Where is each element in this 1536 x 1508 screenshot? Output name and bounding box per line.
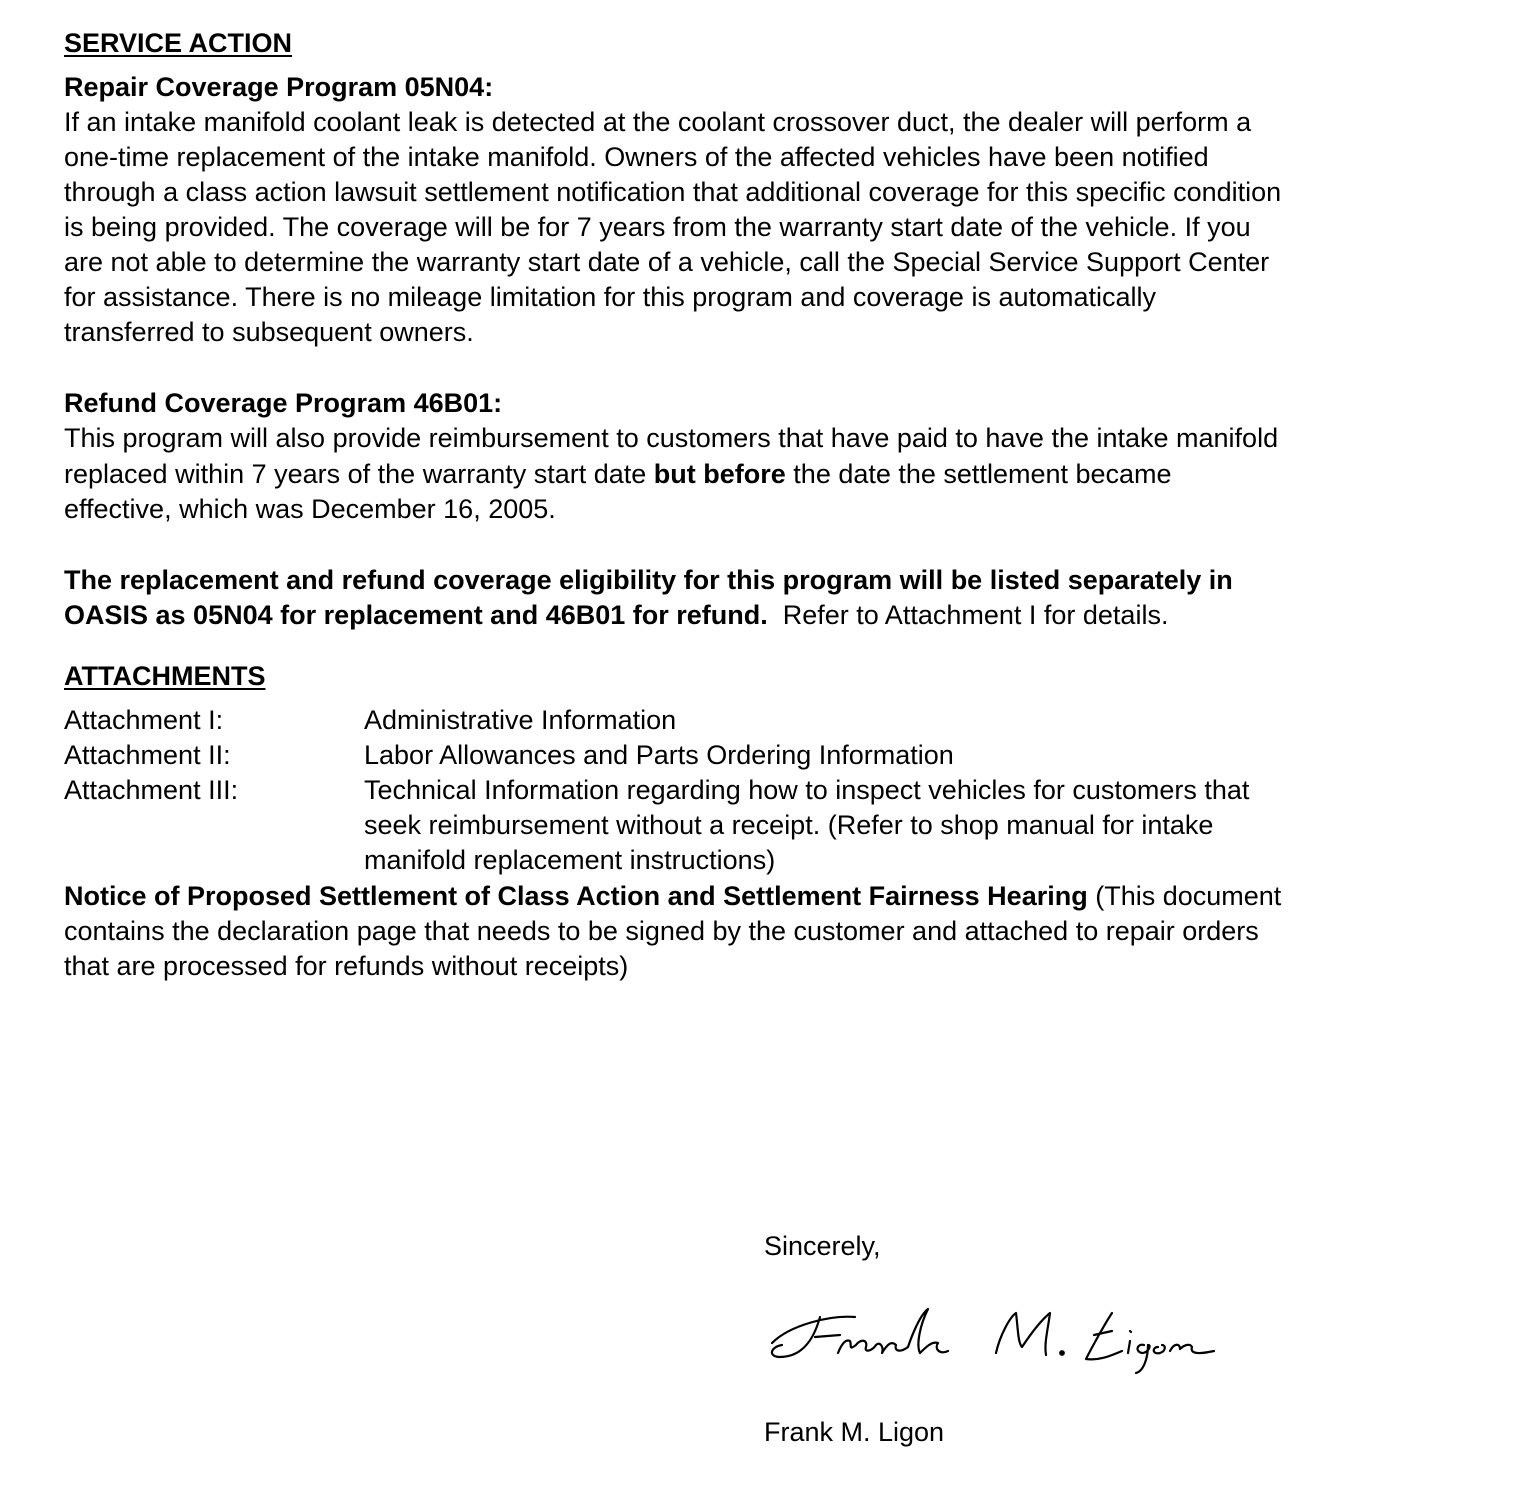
signature-image — [760, 1295, 1240, 1385]
paragraph-line: are not able to determine the warranty start date of a vehicle, call the Special Service Support Center — [64, 247, 1270, 277]
notice-title: Notice of Proposed Settlement of Class Action and Settlement Fairness Hearing — [64, 881, 1088, 911]
text: Refer to Attachment I for details. — [767, 600, 1169, 630]
paragraph-line: effective, which was December 16, 2005. — [64, 494, 556, 524]
attachment-description: manifold replacement instructions) — [364, 845, 776, 875]
paragraph-line — [64, 879, 1281, 914]
text: replaced within 7 years of the warranty start date — [64, 459, 654, 489]
paragraph-line: that are processed for refunds without receipts) — [64, 951, 629, 981]
paragraph-line: is being provided. The coverage will be for 7 years from the warranty start date of the vehicle. If you — [64, 212, 1251, 242]
paragraph-line: This program will also provide reimbursement to customers that have paid to have the intake manifold — [64, 423, 1279, 453]
service-action-heading: SERVICE ACTION — [64, 28, 293, 58]
paragraph-line: one-time replacement of the intake manifold. Owners of the affected vehicles have been notified — [64, 142, 1209, 172]
closing-salutation: Sincerely, — [764, 1231, 881, 1261]
paragraph-line — [64, 598, 1168, 633]
paragraph-line: for assistance. There is no mileage limitation for this program and coverage is automatically — [64, 282, 1157, 312]
refund-program-heading: Refund Coverage Program 46B01: — [64, 388, 503, 418]
emphasis-text: but before — [653, 459, 786, 489]
attachment-description: Administrative Information — [364, 705, 677, 735]
repair-program-heading: Repair Coverage Program 05N04: — [64, 72, 494, 102]
text: (This document — [1087, 881, 1282, 911]
attachment-label: Attachment I: — [64, 705, 224, 735]
attachment-description: Technical Information regarding how to inspect vehicles for customers that — [364, 775, 1250, 805]
paragraph-line: The replacement and refund coverage eligibility for this program will be listed separately in — [64, 565, 1233, 595]
paragraph-line: through a class action lawsuit settlement notification that additional coverage for this specific condition — [64, 177, 1282, 207]
attachments-heading: ATTACHMENTS — [64, 661, 266, 691]
paragraph-line — [64, 457, 1172, 492]
signer-name: Frank M. Ligon — [764, 1417, 945, 1447]
attachment-description: Labor Allowances and Parts Ordering Information — [364, 740, 954, 770]
paragraph-line: transferred to subsequent owners. — [64, 317, 474, 347]
attachment-label: Attachment II: — [64, 740, 231, 770]
emphasis-text: OASIS as 05N04 for replacement and 46B01 for refund. — [64, 600, 768, 630]
attachment-label: Attachment III: — [64, 775, 239, 805]
attachment-description: seek reimbursement without a receipt. (Refer to shop manual for intake — [364, 810, 1214, 840]
paragraph-line: If an intake manifold coolant leak is detected at the coolant crossover duct, the dealer will perform a — [64, 107, 1252, 137]
text: the date the settlement became — [785, 459, 1172, 489]
handwritten-signature — [760, 1295, 1240, 1392]
paragraph-line: contains the declaration page that needs to be signed by the customer and attached to repair orders — [64, 916, 1259, 946]
